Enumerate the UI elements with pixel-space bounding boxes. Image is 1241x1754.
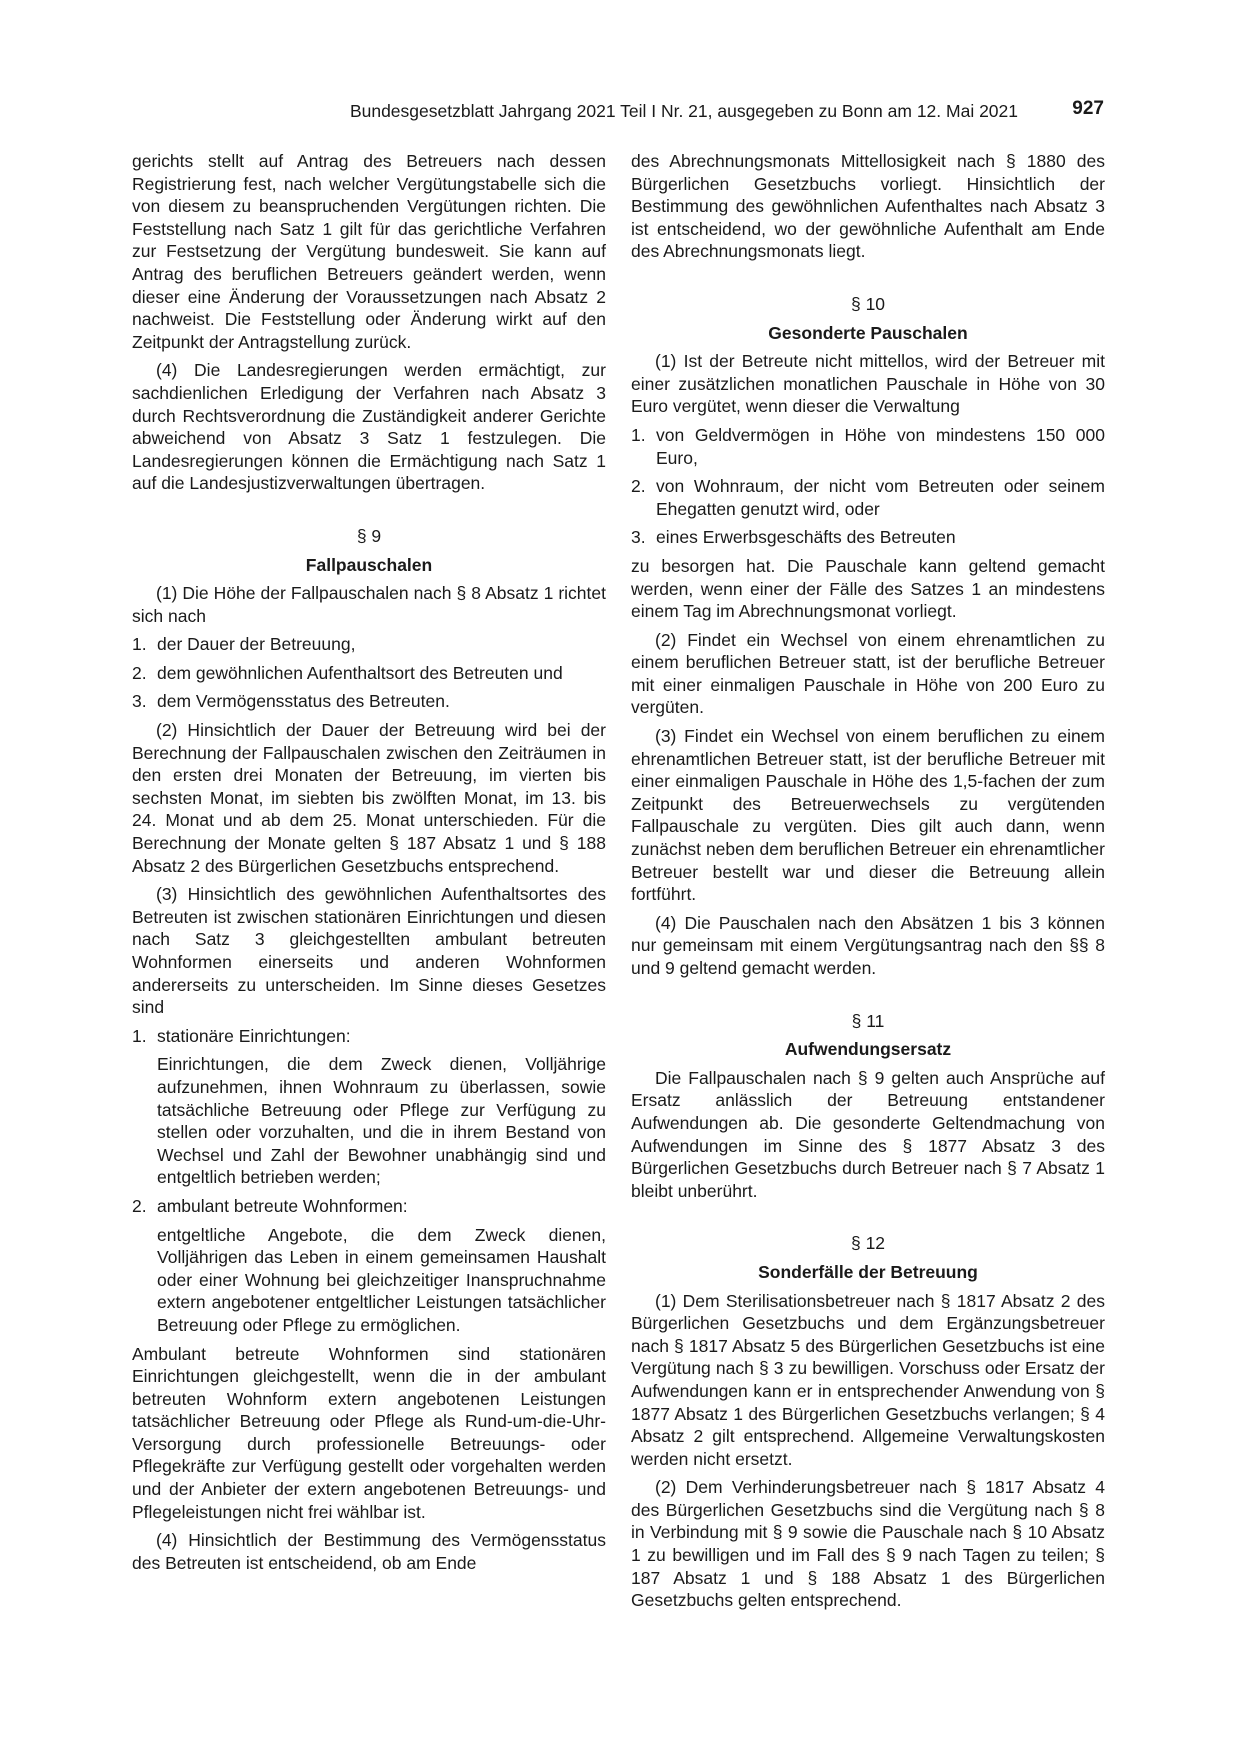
page-number: 927 <box>1072 98 1104 119</box>
left-column <box>132 150 606 1580</box>
page-header <box>130 98 1104 126</box>
list-item <box>631 475 1105 520</box>
section-9-paragraph-3: (3) Hinsichtlich des gewöhnlichen Aufenthaltsortes des Betreuten ist zwischen stationären Einrichtungen und diesen nach Satz 3 gleichgestellten ambulant betreuten Wohnformen einerseits und anderen Wohnformen andererseits zu unterscheiden. Im Sinne dieses Gesetzes sind <box>132 884 606 1018</box>
list-sub-paragraph: entgeltliche Angebote, die dem Zweck dienen, Volljährigen das Leben in einem gemeinsamen Haushalt oder einer Wohnung bei gleichzeitiger Inanspruchnahme extern angebotener entgeltlicher Leistungen tatsächlicher Betreuung oder Pflege zu ermöglichen. <box>157 1224 606 1335</box>
section-11-paragraph-1: Die Fallpauschalen nach § 9 gelten auch Ansprüche auf Ersatz anlässlich der Betreuung entstandener Aufwendungen ab. Die gesonderte Geltendmachung von Aufwendungen im Sinne des § 1877 Absatz 3 des Bürgerlichen Gesetzbuchs durch Betreuer nach § 7 Absatz 1 bleibt unberührt. <box>631 1067 1105 1201</box>
section-12-title: Sonderfälle der Betreuung <box>758 1261 978 1282</box>
section-9-paragraph-3-end: Ambulant betreute Wohnformen sind stationären Einrichtungen gleichgestellt, wenn die in der ambulant betreuten Wohnform extern angebotenen Leistungen tatsächlicher Betreuung oder Pflege als Rund-um-die-Uhr-Versorgung durch professionelle Betreuungs- oder Pflegekräfte zur Verfügung gestellt oder vorgehalten werden und der Anbieter der extern angebotenen Betreuungs- und Pflegeleistungen nicht frei wählbar ist. <box>132 1343 606 1522</box>
list-text: der Dauer der Betreuung, <box>157 634 356 655</box>
section-10-paragraph-3: (3) Findet ein Wechsel von einem beruflichen zu einem ehrenamtlichen Betreuer statt, ist der berufliche Betreuer mit einer einmaligen Pauschale in Höhe des 1,5-fachen der zum Zeitpunkt des Betreuerwechsels zu vergütenden Fallpauschale zu vergüten. Dies gilt auch dann, wenn zunächst neben dem beruflichen Betreuer ein ehrenamtlicher Betreuer bestellt war und dieser die Betreuung allein fortführt. <box>631 726 1105 905</box>
section-12-paragraph-1: (1) Dem Sterilisationsbetreuer nach § 1817 Absatz 2 des Bürgerlichen Gesetzbuchs und dem Ergänzungsbetreuer nach § 1817 Absatz 5 des Bürgerlichen Gesetzbuchs ist eine Vergütung nach § 3 zu bewilligen. Vorschuss oder Ersatz der Aufwendungen kann er in entsprechender Anwendung von § 1877 Absatz 1 des Bürgerlichen Gesetzbuchs verlangen; § 4 Absatz 2 gilt entsprechend. Allgemeine Verwaltungskosten werden nicht ersetzt. <box>631 1290 1105 1469</box>
section-9-title: Fallpauschalen <box>305 554 433 575</box>
list-item <box>631 526 1105 549</box>
list-item <box>132 1195 606 1218</box>
section-11-number: § 11 <box>851 1010 885 1031</box>
list-sub-paragraph: Einrichtungen, die dem Zweck dienen, Volljährige aufzunehmen, ihnen Wohnraum zu überlassen, sowie tatsächliche Betreuung oder Pflege zur Verfügung zu stellen oder vorzuhalten, und die in ihrem Bestand von Wechsel und Zahl der Bewohner unabhängig sind und entgeltlich betrieben werden; <box>157 1054 606 1188</box>
list-text: eines Erwerbsgeschäfts des Betreuten <box>656 527 956 548</box>
list-text: von Wohnraum, der nicht vom Betreuten oder seinem Ehegatten genutzt wird, oder <box>656 476 1105 519</box>
section-11-title: Aufwendungsersatz <box>784 1039 952 1060</box>
paragraph-continuation: gerichts stellt auf Antrag des Betreuers nach dessen Registrierung fest, nach welcher Vergütungstabelle sich die von diesem zu beanspruchenden Vergütungen richten. Die Feststellung nach Satz 1 gilt für das gerichtliche Verfahren zur Festsetzung der Vergütung bundesweit. Sie kann auf Antrag des beruflichen Betreuers geändert werden, wenn dieser eine Änderung der Voraussetzungen nach Absatz 2 nachweist. Die Feststellung oder Änderung wirkt auf den Zeitpunkt der Antragstellung zurück. <box>132 151 606 352</box>
section-10-number: § 10 <box>850 293 886 314</box>
list-item <box>132 690 606 713</box>
section-10-title: Gesonderte Pauschalen <box>768 322 968 343</box>
section-10-paragraph-4: (4) Die Pauschalen nach den Absätzen 1 bis 3 können nur gemeinsam mit einem Vergütungsantrag nach den §§ 8 und 9 geltend gemacht werden. <box>631 912 1105 978</box>
section-9-paragraph-4: (4) Hinsichtlich der Bestimmung des Vermögensstatus des Betreuten ist entscheidend, ob am Ende <box>132 1530 606 1573</box>
section-9-number: § 9 <box>356 525 382 546</box>
list-number: 1. <box>132 634 147 655</box>
list-item <box>132 662 606 685</box>
list-number: 3. <box>132 691 147 712</box>
section-9-paragraph-2: (2) Hinsichtlich der Dauer der Betreuung wird bei der Berechnung der Fallpauschalen zwischen den Zeiträumen in den ersten drei Monaten der Betreuung, im vierten bis sechsten Monat, im siebten bis zwölften Monat, im 13. bis 24. Monat und ab dem 25. Monat unterschieden. Für die Berechnung der Monate gelten § 187 Absatz 1 und § 188 Absatz 2 des Bürgerlichen Gesetzbuchs entsprechend. <box>132 720 606 876</box>
list-number: 1. <box>132 1025 147 1046</box>
list-number: 3. <box>631 527 646 548</box>
right-column <box>631 150 1105 1618</box>
list-text: stationäre Einrichtungen: <box>157 1025 351 1046</box>
paragraph-4: (4) Die Landesregierungen werden ermächtigt, zur sachdienlichen Erledigung der Verfahren nach Absatz 3 durch Rechtsverordnung die Zuständigkeit anderer Gerichte abweichend von Absatz 3 Satz 1 festzulegen. Die Landesregierungen können die Ermächtigung nach Satz 1 auf die Landesjustizverwaltungen übertragen. <box>132 360 606 494</box>
list-text: von Geldvermögen in Höhe von mindestens 150 000 Euro, <box>656 424 1105 468</box>
list-text: ambulant betreute Wohnformen: <box>157 1195 408 1216</box>
list-number: 1. <box>631 424 646 445</box>
paragraph-continuation: des Abrechnungsmonats Mittellosigkeit nach § 1880 des Bürgerlichen Gesetzbuchs vorliegt. Hinsichtlich der Bestimmung des gewöhnlichen Aufenthaltes nach Absatz 3 ist entscheidend, wo der gewöhnliche Aufenthalt am Ende des Abrechnungsmonats liegt. <box>631 151 1105 262</box>
section-9-paragraph-1: (1) Die Höhe der Fallpauschalen nach § 8 Absatz 1 richtet sich nach <box>132 583 606 626</box>
list-number: 2. <box>631 476 646 497</box>
list-item <box>132 1025 606 1048</box>
list-text: dem Vermögensstatus des Betreuten. <box>157 691 450 712</box>
section-10-paragraph-2: (2) Findet ein Wechsel von einem ehrenamtlichen zu einem beruflichen Betreuer statt, ist der berufliche Betreuer mit einer einmaligen Pauschale in Höhe von 200 Euro zu vergüten. <box>631 629 1105 718</box>
section-12-number: § 12 <box>850 1233 886 1254</box>
header-text: Bundesgesetzblatt Jahrgang 2021 Teil I Nr. 21, ausgegeben zu Bonn am 12. Mai 2021 <box>349 101 1018 121</box>
list-item <box>132 633 606 656</box>
section-12-paragraph-2: (2) Dem Verhinderungsbetreuer nach § 1817 Absatz 4 des Bürgerlichen Gesetzbuchs sind die Vergütung nach § 8 in Verbindung mit § 9 sowie die Pauschale nach § 10 Absatz 1 zu bewilligen und im Fall des § 9 nach Tagen zu teilen; § 187 Absatz 1 und § 188 Absatz 1 des Bürgerlichen Gesetzbuchs gelten entsprechend. <box>631 1477 1105 1611</box>
list-number: 2. <box>132 662 147 683</box>
section-10-paragraph-1: (1) Ist der Betreute nicht mittellos, wird der Betreuer mit einer zusätzlichen monatlichen Pauschale in Höhe von 30 Euro vergütet, wenn dieser die Verwaltung <box>631 351 1105 417</box>
list-number: 2. <box>132 1195 147 1216</box>
list-item <box>631 424 1105 469</box>
list-text: dem gewöhnlichen Aufenthaltsort des Betreuten und <box>157 662 563 683</box>
section-10-paragraph-1-end: zu besorgen hat. Die Pauschale kann geltend gemacht werden, wenn einer der Fälle des Satzes 1 an mindestens einem Tag im Abrechnungsmonat vorliegt. <box>631 555 1105 622</box>
